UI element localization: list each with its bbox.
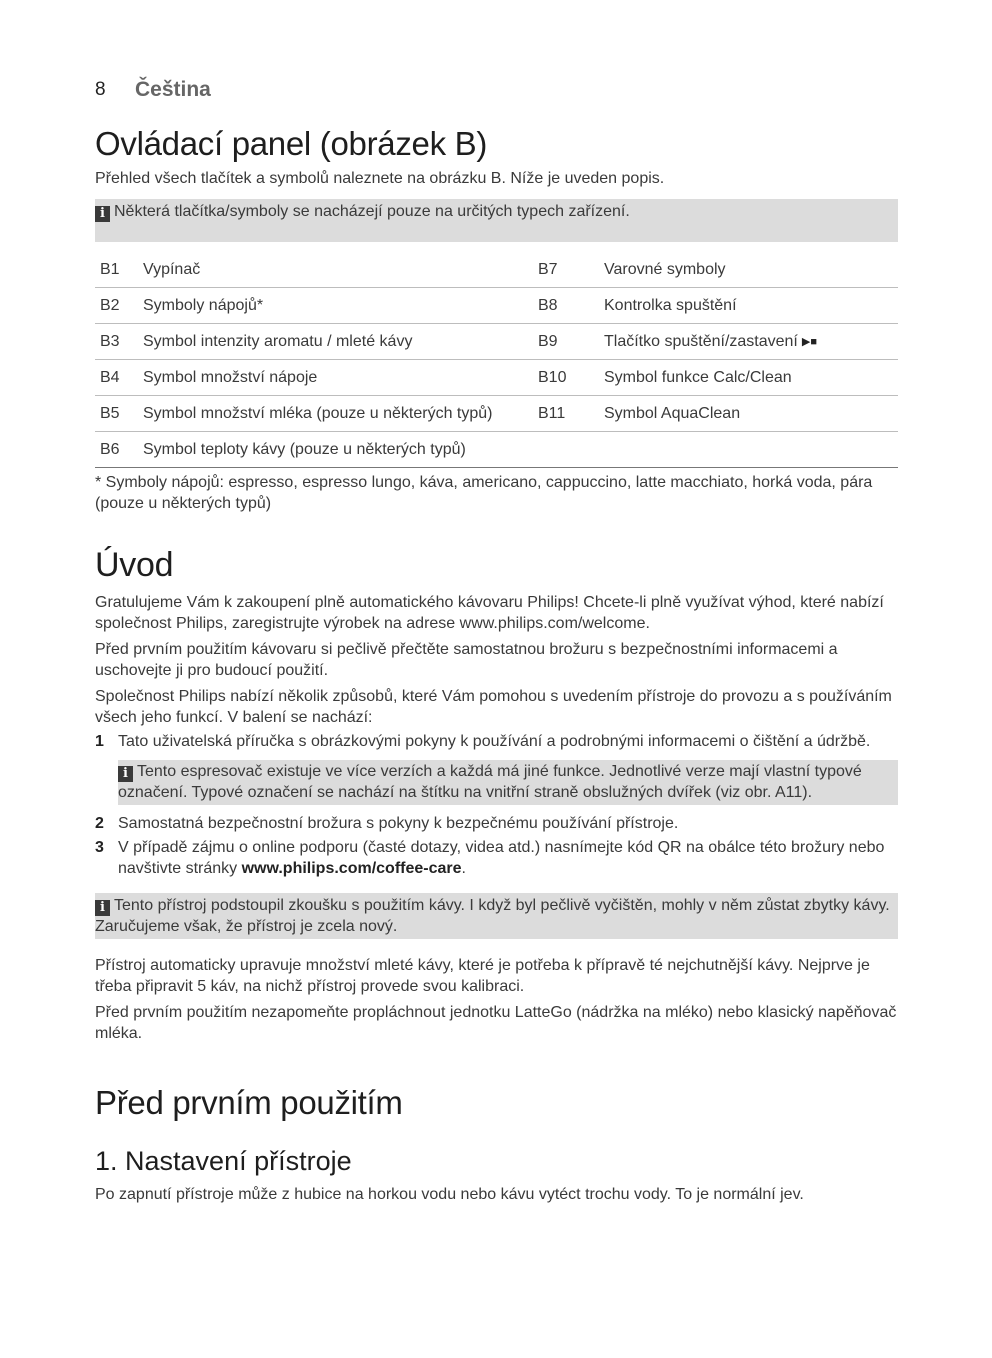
beverage-footnote: * Symboly nápojů: espresso, espresso lungo, káva, americano, cappuccino, latte macchiato, horká voda, pára (pouze u některých typů)	[95, 474, 873, 512]
page	[95, 76, 898, 1205]
part-description-text: Tlačítko spuštění/zastavení	[604, 332, 798, 350]
list-item	[95, 813, 898, 834]
part-code	[95, 432, 143, 468]
intro-paragraph: Před prvním použitím kávovaru si pečlivě přečtěte samostatnou brožuru s bezpečnostními informacemi a uschovejte ji pro budoucí použití.	[95, 641, 838, 679]
part-code	[538, 324, 604, 360]
table-row	[95, 252, 898, 288]
part-code	[95, 252, 143, 288]
part-code-text: B5	[100, 404, 120, 422]
list-number: 3	[95, 839, 104, 856]
part-description	[604, 360, 898, 396]
table-row	[95, 324, 898, 360]
part-description	[143, 324, 538, 360]
part-description-text: Symboly nápojů*	[143, 296, 264, 314]
table-row	[95, 360, 898, 396]
part-code	[538, 432, 604, 468]
list-text: Samostatná bezpečnostní brožura s pokyny k bezpečnému používání přístroje.	[118, 815, 679, 832]
page-number: 8	[95, 79, 106, 100]
part-code-text: B8	[538, 296, 558, 314]
package-contents-list-cont	[95, 813, 898, 879]
part-code	[538, 360, 604, 396]
subheading-setup: 1. Nastavení přístroje	[95, 1146, 352, 1176]
part-description	[604, 396, 898, 432]
list-text: V případě zájmu o online podporu (časté dotazy, videa atd.) nasnímejte kód QR na obálce této brožury nebo navštivte stránky	[118, 839, 885, 877]
part-code	[538, 288, 604, 324]
part-description-text: Kontrolka spuštění	[604, 296, 737, 314]
heading-intro: Úvod	[95, 546, 174, 584]
info-note-text: Tento přístroj podstoupil zkoušku s použitím kávy. I když byl pečlivě vyčištěn, mohly v něm zůstat zbytky kávy. Zaručujeme však, že přístroj je zcela nový.	[95, 897, 890, 935]
running-header	[95, 76, 898, 104]
control-panel-intro: Přehled všech tlačítek a symbolů naleznete na obrázku B. Níže je uveden popis.	[95, 170, 665, 187]
list-text-end: .	[461, 860, 466, 877]
table-row	[95, 288, 898, 324]
part-description-text: Symbol teploty kávy (pouze u některých typů)	[143, 440, 466, 458]
parts-table	[95, 252, 898, 468]
list-text: Tato uživatelská příručka s obrázkovými pokyny k používání a podrobnými informacemi o čištění a údržbě.	[118, 733, 871, 750]
part-description	[143, 396, 538, 432]
part-description-text: Symbol intenzity aromatu / mleté kávy	[143, 332, 413, 350]
part-code-text: B10	[538, 368, 567, 386]
heading-control-panel: Ovládací panel (obrázek B)	[95, 125, 488, 162]
part-code-text: B4	[100, 368, 120, 386]
part-description	[143, 252, 538, 288]
part-description-text: Symbol funkce Calc/Clean	[604, 368, 792, 386]
part-description-text: Symbol množství nápoje	[143, 368, 318, 386]
info-note-text: Některá tlačítka/symboly se nacházejí pouze na určitých typech zařízení.	[114, 203, 630, 220]
info-note-versions	[118, 760, 898, 805]
list-text-wrap	[118, 837, 898, 879]
info-note-tested	[95, 893, 898, 939]
list-item	[95, 837, 898, 879]
part-description	[604, 252, 898, 288]
info-note-device-types	[95, 199, 898, 242]
part-code-text: B6	[100, 440, 120, 458]
part-code-text: B7	[538, 260, 558, 278]
part-code-text: B9	[538, 332, 558, 350]
part-description	[143, 360, 538, 396]
coffee-care-link[interactable]: www.philips.com/coffee-care	[241, 860, 462, 877]
part-code	[95, 396, 143, 432]
part-code	[95, 360, 143, 396]
part-description-text: Symbol AquaClean	[604, 404, 741, 422]
heading-before-first-use: Před prvním použitím	[95, 1084, 403, 1121]
part-code	[95, 324, 143, 360]
table-row	[95, 432, 898, 468]
info-icon: i	[95, 206, 110, 222]
info-icon: i	[118, 766, 133, 782]
part-code-text: B3	[100, 332, 120, 350]
list-number: 1	[95, 733, 104, 750]
calibration-paragraph: Přístroj automaticky upravuje množství mleté kávy, které je potřeba k přípravě té nejchutnější kávy. Nejprve je třeba připravit 5 káv, na nichž přístroj provede svou kalibraci.	[95, 957, 870, 995]
language-label: Čeština	[135, 78, 211, 101]
rinse-paragraph: Před prvním použitím nezapomeňte propláchnout jednotku LatteGo (nádržka na mléko) nebo klasický napěňovač mléka.	[95, 1004, 897, 1042]
table-row	[95, 396, 898, 432]
package-contents-list	[95, 731, 898, 752]
play-stop-icon: ▶■	[801, 335, 817, 348]
part-code	[538, 252, 604, 288]
part-description	[604, 324, 898, 360]
part-description	[143, 288, 538, 324]
part-description-text: Varovné symboly	[604, 260, 726, 278]
setup-paragraph: Po zapnutí přístroje může z hubice na horkou vodu nebo kávu vytéct trochu vody. To je normální jev.	[95, 1186, 804, 1203]
info-note-text: Tento espresovač existuje ve více verzích a každá má jiné funkce. Jednotlivé verze mají vlastní typové označení. Typové označení se nachází na štítku na vnitřní straně obslužných dvířek (viz obr. A11).	[118, 763, 862, 801]
part-code	[538, 396, 604, 432]
part-description	[143, 432, 538, 468]
part-description-text: Vypínač	[143, 260, 201, 278]
part-code-text: B1	[100, 260, 120, 278]
part-description	[604, 432, 898, 468]
part-code-text: B11	[538, 404, 566, 422]
intro-paragraph: Gratulujeme Vám k zakoupení plně automatického kávovaru Philips! Chcete-li plně využívat výhod, které nabízí společnost Philips, zaregistrujte výrobek na adrese www.philips.com/welcome.	[95, 594, 884, 632]
intro-paragraph: Společnost Philips nabízí několik způsobů, které Vám pomohou s uvedením přístroje do provozu a s používáním všech jeho funkcí. V balení se nachází:	[95, 688, 892, 726]
list-item	[95, 731, 898, 752]
part-code	[95, 288, 143, 324]
part-description	[604, 288, 898, 324]
part-description-text: Symbol množství mléka (pouze u některých typů)	[143, 404, 493, 422]
list-number: 2	[95, 815, 104, 832]
part-code-text: B2	[100, 296, 120, 314]
info-icon: i	[95, 900, 110, 916]
